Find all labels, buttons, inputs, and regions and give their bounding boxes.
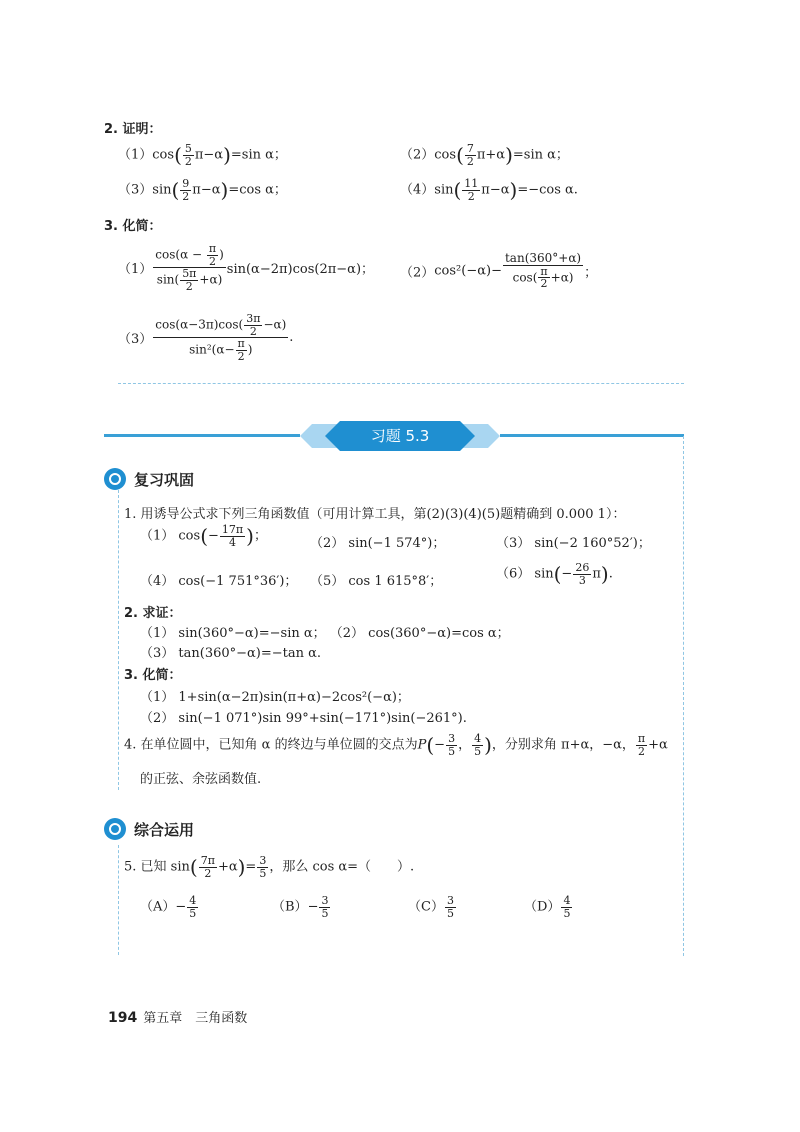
comprehensive-icon (104, 818, 126, 840)
exercise-banner (300, 421, 500, 451)
s1-q1-3: （3） sin(−2 160°52′)； (496, 536, 651, 551)
s1-q1-1: （1） cos(− $\frac{17\pi}{4}$ )； (140, 523, 267, 549)
option-d: （D） $\frac{4}{5}$ (524, 894, 571, 920)
q2-title: 2. 证明： (104, 122, 162, 137)
right-dashed-border (683, 436, 684, 956)
q2-3: （3）sin( $\frac{9}{2}$ π−α)=cos α； (118, 177, 287, 203)
page-number: 194 (108, 1010, 138, 1026)
option-c: （C） $\frac{3}{5}$ (408, 894, 454, 920)
banner-line-right (500, 434, 684, 437)
s1-q3-a: （1） 1+sin(α−2π)sin(π+α)−2cos²(−α)； (140, 690, 410, 705)
s2-q5: 5. 已知 sin( $\frac{7\pi}{2}$ +α)= $\frac{3}{5}$ ，那么 cos α=（ ）. (124, 854, 415, 880)
s1-q4-cont: 的正弦、余弦函数值. (140, 772, 262, 787)
s1-q2-a: （1） sin(360°−α)=−sin α； （2） cos(360°−α)=cos α； (140, 626, 510, 641)
q3-1: （1） cos(α − $\frac{\pi}{2}$ ) sin( $\frac{5\pi}{2}$ +α) sin(α−2π)cos(2π−α)； (118, 242, 375, 293)
s1-q1-4: （4） cos(−1 751°36′)； (140, 574, 298, 589)
s1-q3-b: （2） sin(−1 071°)sin 99°+sin(−171°)sin(−261°). (140, 711, 467, 726)
q3-3: （3） cos(α−3π)cos( $\frac{3\pi}{2}$ −α) sin²(α− $\frac{\pi}{2}$ ) . (118, 312, 294, 363)
page-footer (108, 1007, 247, 1026)
s1-q3-title: 3. 化简： (124, 668, 182, 683)
s1-q1-6: （6） sin(− $\frac{26}{3}$ π). (496, 561, 613, 587)
left-dashed-border-1 (118, 490, 119, 790)
section-review-title: 复习巩固 (134, 471, 195, 489)
s1-q4: 4. 在单位圆中，已知角 α 的终边与单位圆的交点为P(− $\frac{3}{5}$ ， $\frac{4}{5}$ )，分别求角 π+α，−α， $\frac{\pi}{2}$ +α (124, 732, 668, 758)
q2-1: （1）cos( $\frac{5}{2}$ π−α)=sin α； (118, 142, 287, 168)
option-b: （B）− $\frac{3}{5}$ (272, 894, 329, 920)
banner-title: 习题 5.3 (370, 427, 430, 445)
s1-q2-b: （3） tan(360°−α)=−tan α. (140, 646, 322, 661)
q2-2: （2）cos( $\frac{7}{2}$ π+α)=sin α； (400, 142, 569, 168)
banner-line-left (104, 434, 300, 437)
section-comprehensive-title: 综合运用 (134, 821, 195, 839)
option-a: （A）− $\frac{4}{5}$ (140, 894, 197, 920)
q2-4: （4）sin( $\frac{11}{2}$ π−α)=−cos α. (400, 177, 578, 203)
chapter-title: 第五章 三角函数 (143, 1011, 248, 1026)
s1-q2-title: 2. 求证： (124, 606, 182, 621)
q3-title: 3. 化简： (104, 219, 162, 234)
review-icon (104, 468, 126, 490)
q3-2: （2）cos²(−α)− tan(360°+α) cos( $\frac{\pi}{2}$ +α) ； (400, 251, 598, 291)
s1-q1: 1. 用诱导公式求下列三角函数值（可用计算工具，第(2)(3)(4)(5)题精确到 0.000 1）： (124, 507, 626, 522)
left-dashed-border-2 (118, 845, 119, 955)
divider (118, 383, 684, 384)
s1-q1-5: （5） cos 1 615°8′； (310, 574, 443, 589)
s1-q1-2: （2） sin(−1 574°)； (310, 536, 446, 551)
